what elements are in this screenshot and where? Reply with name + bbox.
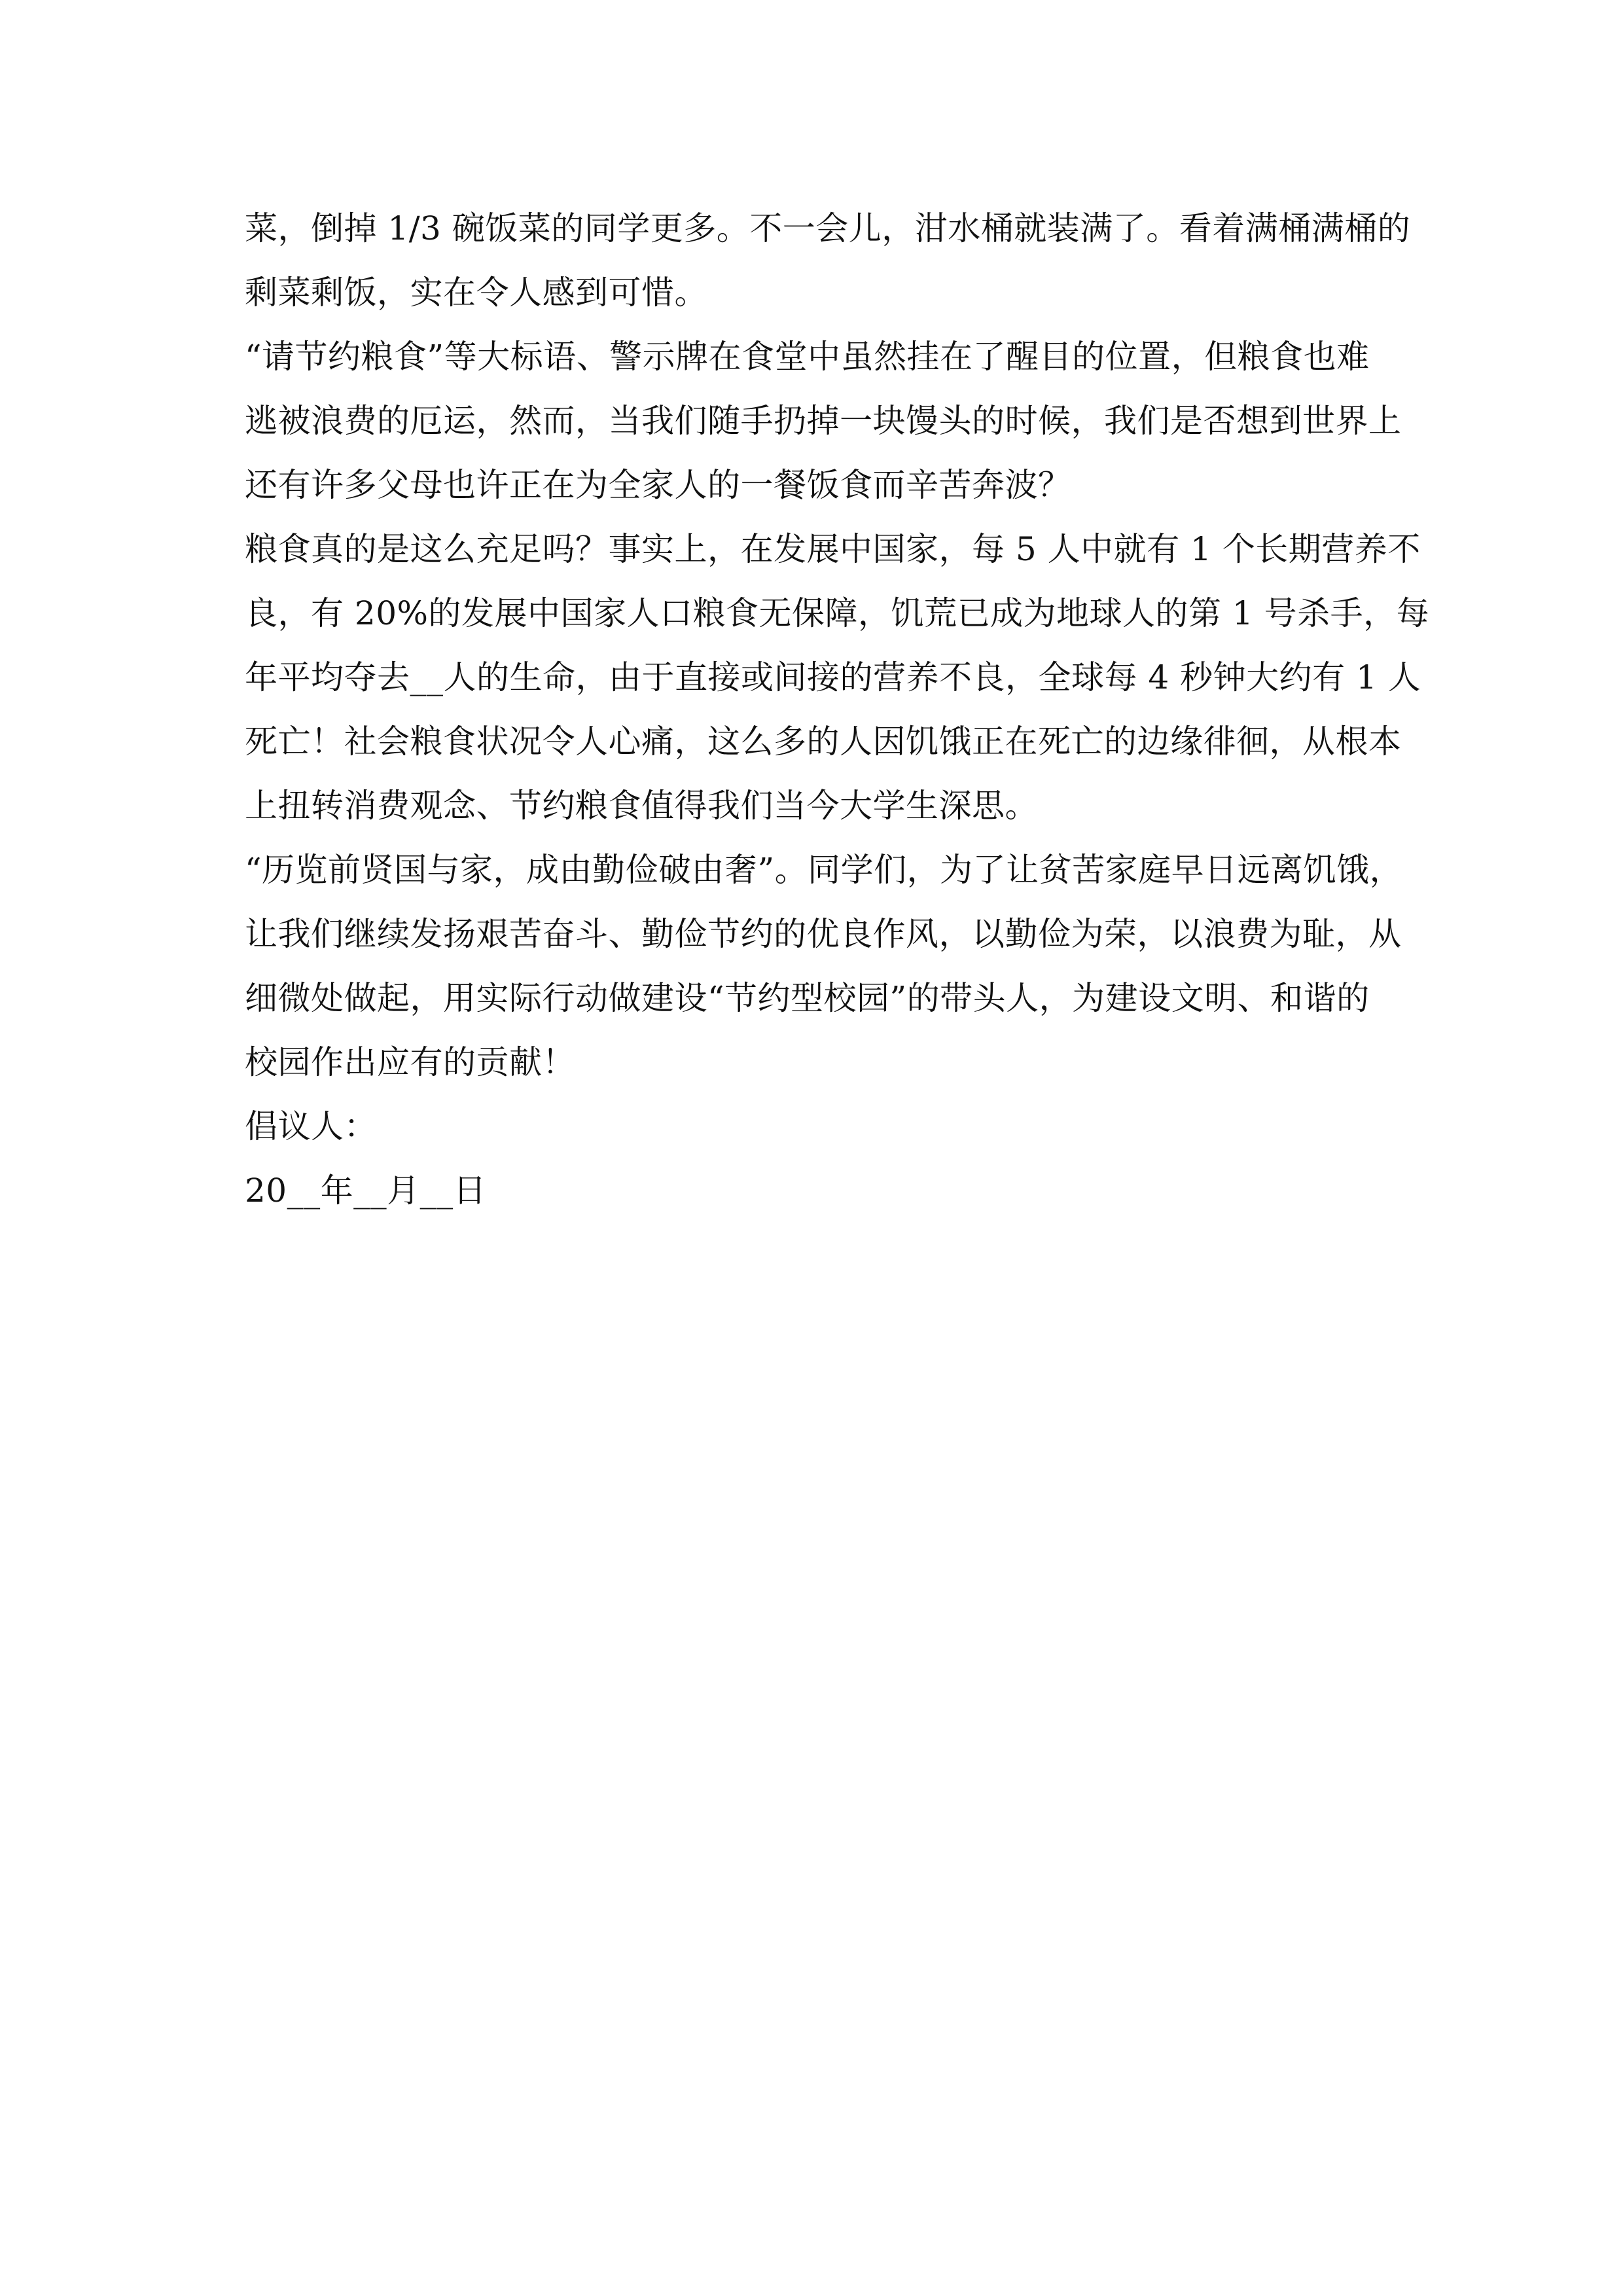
- paragraph-line: “请节约粮食”等大标语、警示牌在食堂中虽然挂在了醒目的位置，但粮食也难: [245, 338, 1370, 376]
- paragraph-line: 菜，倒掉 1/3 碗饭菜的同学更多。不一会儿，泔水桶就装满了。看着满桶满桶的: [245, 209, 1411, 247]
- date-line: 20__年__月__日: [245, 1172, 487, 1210]
- paragraph-line: 细微处做起，用实际行动做建设“节约型校园”的带头人，为建设文明、和谐的: [245, 979, 1370, 1017]
- paragraph-line: 剩菜剩饭，实在令人感到可惜。: [245, 274, 707, 312]
- paragraph-line: 良，有 20%的发展中国家人口粮食无保障，饥荒已成为地球人的第 1 号杀手，每: [245, 594, 1430, 632]
- signature-label: 倡议人：: [245, 1107, 377, 1145]
- paragraph-line: 上扭转消费观念、节约粮食值得我们当今大学生深思。: [245, 787, 1038, 825]
- paragraph-line: 粮食真的是这么充足吗？事实上，在发展中国家，每 5 人中就有 1 个长期营养不: [245, 530, 1421, 568]
- paragraph-line: 死亡！社会粮食状况令人心痛，这么多的人因饥饿正在死亡的边缘徘徊，从根本: [245, 723, 1402, 761]
- paragraph-line: 还有许多父母也许正在为全家人的一餐饭食而辛苦奔波？: [245, 466, 1071, 504]
- paragraph-line: 逃被浪费的厄运，然而，当我们随手扔掉一块馒头的时候，我们是否想到世界上: [245, 402, 1402, 440]
- paragraph-line: 让我们继续发扬艰苦奋斗、勤俭节约的优良作风，以勤俭为荣，以浪费为耻，从: [245, 915, 1402, 953]
- paragraph-line: 年平均夺去__人的生命，由于直接或间接的营养不良，全球每 4 秒钟大约有 1 人: [245, 658, 1421, 696]
- paragraph-line: “历览前贤国与家，成由勤俭破由奢”。同学们，为了让贫苦家庭早日远离饥饿，: [245, 851, 1403, 889]
- paragraph-line: 校园作出应有的贡献！: [245, 1043, 575, 1081]
- document-body: [245, 196, 1430, 1223]
